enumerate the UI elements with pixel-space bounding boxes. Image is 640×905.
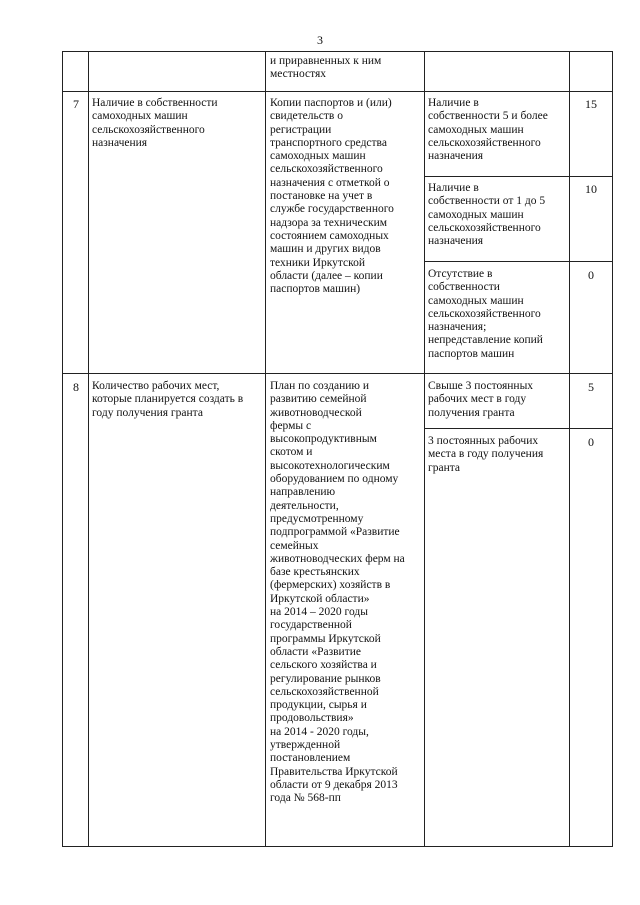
- score-cell: 0: [588, 268, 594, 282]
- row-divider: [62, 91, 612, 92]
- row-divider: [62, 373, 612, 374]
- option-cell: Отсутствие в собственности самоходных машин сельскохозяйственного назначения; непредставление копий паспортов машин: [428, 268, 543, 360]
- table-top-border: [62, 51, 612, 52]
- option-divider: [424, 428, 612, 429]
- documents-cell: План по созданию и развитию семейной животноводческой фермы с высокопродуктивным скотом и высокотехнологическим оборудованием по одному направлению деятельности, предусмотренному подпрограммой «Развитие семейных животноводческих ферм на базе крестьянских (фермерских) хозяйств в Иркутской области» на 2014 – 2020 годы государственной программы Иркутской области «Развитие сельского хозяйства и регулирование рынков сельскохозяйственной продукции, сырья и продовольствия» на 2014 - 2020 годы, утвержденной постановлением Правительства Иркутской области от 9 декабря 2013 года № 568-пп: [270, 380, 405, 805]
- option-cell: Наличие в собственности 5 и более самоходных машин сельскохозяйственного назначения: [428, 97, 548, 163]
- option-divider: [424, 261, 612, 262]
- row-number: 8: [73, 380, 79, 394]
- column-divider: [265, 51, 266, 847]
- option-divider: [424, 176, 612, 177]
- score-cell: 0: [588, 435, 594, 449]
- documents-cell: Копии паспортов и (или) свидетельств о регистрации транспортного средства самоходных машин сельскохозяйственного назначения с отметкой о постановке на учет в службе государственного надзора за техническим состоянием самоходных машин и других видов техники Иркутской области (далее – копии паспортов машин): [270, 97, 394, 296]
- table-bottom-border: [62, 846, 612, 847]
- option-cell: Наличие в собственности от 1 до 5 самоходных машин сельскохозяйственного назначения: [428, 182, 546, 248]
- criterion-cell: Количество рабочих мест, которые планируется создать в году получения гранта: [92, 380, 244, 419]
- score-cell: 5: [588, 380, 594, 394]
- option-cell: 3 постоянных рабочих места в году получения гранта: [428, 435, 544, 474]
- row-number: 7: [73, 97, 79, 111]
- score-cell: 10: [585, 182, 597, 196]
- criterion-cell: Наличие в собственности самоходных машин сельскохозяйственного назначения: [92, 97, 218, 149]
- column-divider: [424, 51, 425, 847]
- page-number: 3: [317, 33, 323, 47]
- column-divider: [88, 51, 89, 847]
- option-cell: Свыше 3 постоянных рабочих мест в году получения гранта: [428, 380, 534, 419]
- documents-cell: и приравненных к ним местностях: [270, 55, 382, 81]
- column-divider: [569, 51, 570, 847]
- table-right-border: [612, 51, 613, 847]
- score-cell: 15: [585, 97, 597, 111]
- table-left-border: [62, 51, 63, 847]
